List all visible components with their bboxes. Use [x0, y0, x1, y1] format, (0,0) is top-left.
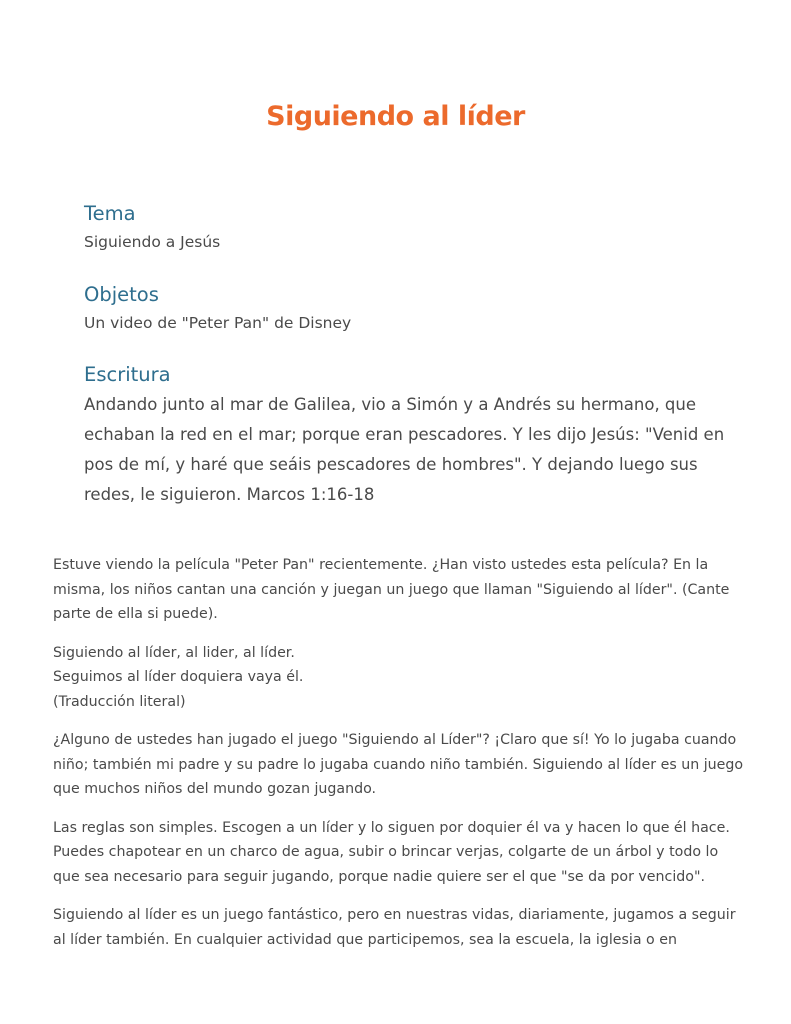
song-line-2: Seguimos al líder doquiera vaya él. [53, 669, 304, 685]
page-title: Siguiendo al líder [266, 101, 525, 132]
body-text [53, 553, 745, 966]
paragraph-2: ¿Alguno de ustedes han jugado el juego "Siguiendo al Líder"? ¡Claro que sí! Yo lo jugaba cuando niño; también mi padre y su padre lo jugaba cuando niño también. Siguiendo al líder es un juego que muchos niños del mundo gozan jugando. [53, 732, 744, 797]
section-heading-objetos: Objetos [84, 283, 159, 306]
section-objetos [84, 282, 724, 335]
section-escritura [84, 362, 734, 510]
paragraph-1: Estuve viendo la película "Peter Pan" recientemente. ¿Han visto ustedes esta película? En la misma, los niños cantan una canción y juegan un juego que llaman "Siguiendo al líder". (Cante parte de ella si puede). [53, 557, 730, 622]
section-tema [84, 201, 724, 254]
section-heading-tema: Tema [84, 202, 136, 225]
song-lyrics [53, 641, 745, 715]
section-text-escritura: Andando junto al mar de Galilea, vio a Simón y a Andrés su hermano, que echaban la red en el mar; porque eran pescadores. Y les dijo Jesús: "Venid en pos de mí, y haré que seáis pescadores de hombres". Y dejando luego sus redes, le siguieron. Marcos 1:16-18 [84, 395, 725, 504]
paragraph-3: Las reglas son simples. Escogen a un líder y lo siguen por doquier él va y hacen lo que él hace. Puedes chapotear en un charco de agua, subir o brincar verjas, colgarte de un árbol y todo lo que sea necesario para seguir jugando, porque nadie quiere ser el que "se da por vencido". [53, 819, 730, 885]
section-text-tema: Siguiendo a Jesús [84, 233, 221, 251]
section-heading-escritura: Escritura [84, 363, 171, 386]
section-text-objetos: Un video de "Peter Pan" de Disney [84, 314, 352, 332]
paragraph-4: Siguiendo al líder es un juego fantástico, pero en nuestras vidas, diariamente, jugamos a seguir al líder también. En cualquier actividad que participemos, sea la escuela, la iglesia o en [53, 907, 736, 948]
song-line-3: (Traducción literal) [53, 693, 186, 710]
song-line-1: Siguiendo al líder, al lider, al líder. [53, 644, 295, 661]
